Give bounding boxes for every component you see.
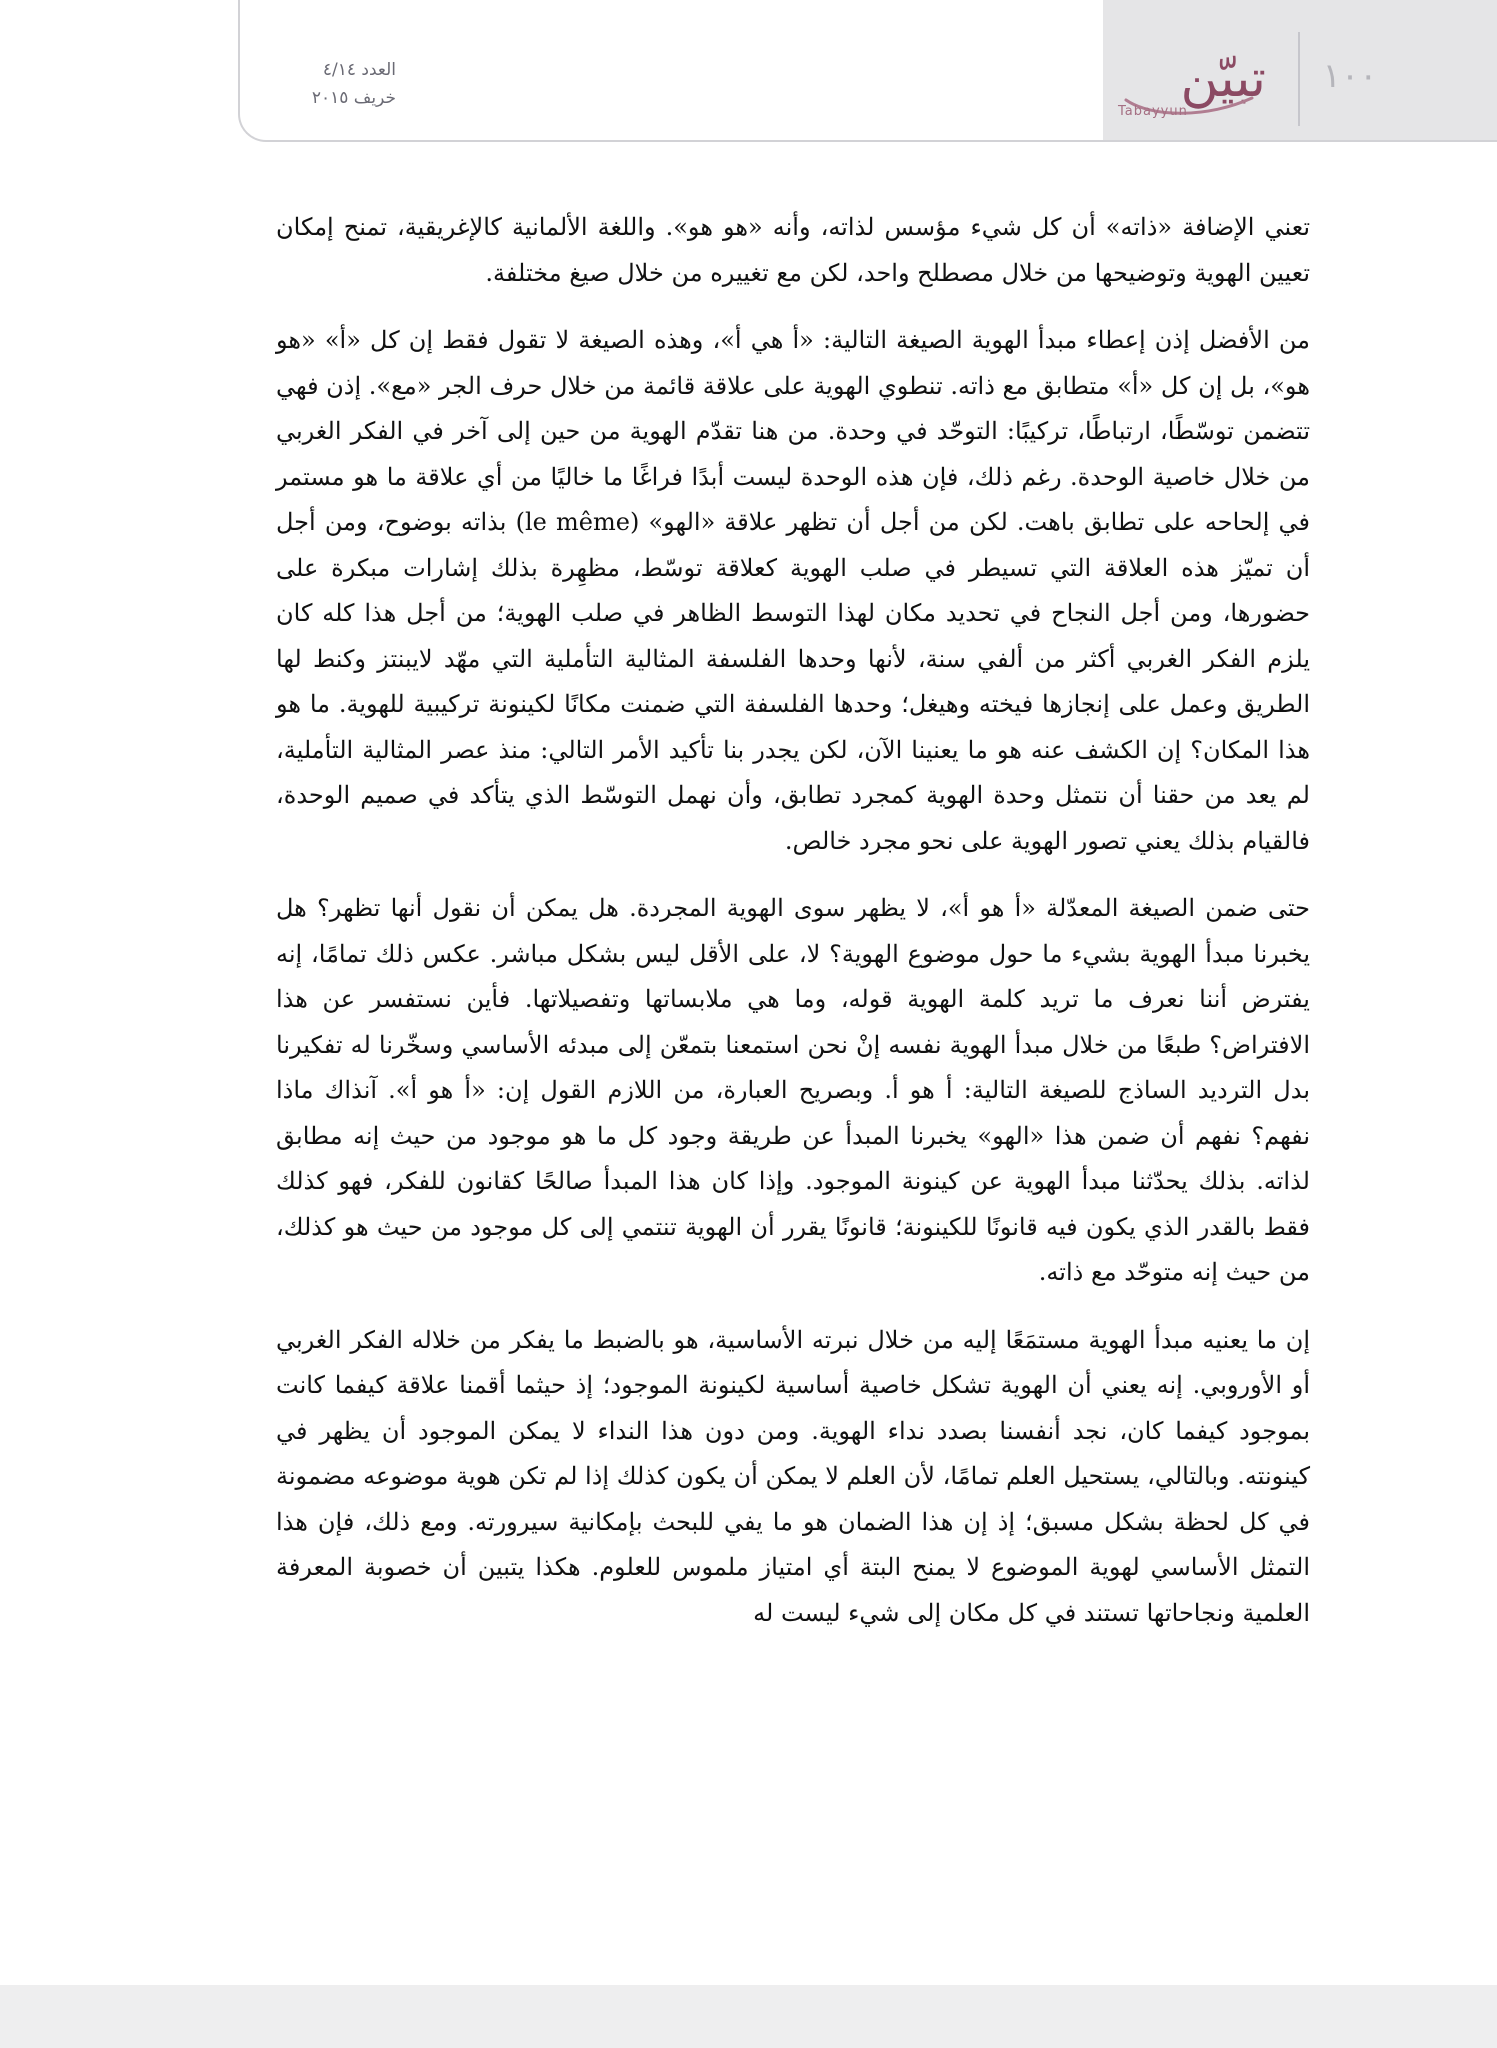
issue-label: العدد ٤/١٤ xyxy=(322,60,396,80)
issue-info xyxy=(276,56,396,112)
paragraph-4: إن ما يعنيه مبدأ الهوية مستمَعًا إليه من خلال نبرته الأساسية، هو بالضبط ما يفكر من خلاله الفكر الغربي أو الأوروبي. إنه يعني أن الهوية تشكل خاصية أساسية لكينونة الموجود؛ إذ حيثما أقمنا علاقة كيفما كانت بموجود كيفما كان، نجد أنفسنا بصدد نداء الهوية. ومن دون هذا النداء لا يمكن الموجود أن يظهر في كينونته. وبالتالي، يستحيل العلم تمامًا، لأن العلم لا يمكن أن يكون كذلك إذا لم تكن هوية موضوعه مضمونة في كل لحظة بشكل مسبق؛ إذ إن هذا الضمان هو ما يفي للبحث بإمكانية سيرورته. ومع ذلك، فإن هذا التمثل الأساسي لهوية الموضوع لا يمنح البتة أي امتياز ملموس للعلوم. هكذا يتبين أن خصوبة المعرفة العلمية ونجاحاتها تستند في كل مكان إلى شيء ليست له xyxy=(276,1325,1310,1627)
paragraph-3: حتى ضمن الصيغة المعدّلة «أ هو أ»، لا يظهر سوى الهوية المجردة. هل يمكن أن نقول أنها تظهر؟ هل يخبرنا مبدأ الهوية بشيء ما حول موضوع الهوية؟ لا، على الأقل ليس بشكل مباشر. عكس ذلك تمامًا، إنه يفترض أننا نعرف ما تريد كلمة الهوية قوله، وما هي ملابساتها وتفصيلاتها. فأين نستفسر عن هذا الافتراض؟ طبعًا من خلال مبدأ الهوية نفسه إنْ نحن استمعنا بتمعّن إلى مبدئه الأساسي وسخّرنا له تفكيرنا بدل الترديد الساذج للصيغة التالية: أ هو أ. وبصريح العبارة، من اللازم القول إن: «أ هو أ». آنذاك ماذا نفهم؟ نفهم أن ضمن هذا «الهو» يخبرنا المبدأ عن طريقة وجود كل ما هو موجود من حيث إنه مطابق لذاته. بذلك يحدّثنا مبدأ الهوية عن كينونة الموجود. وإذا كان هذا المبدأ صالحًا كقانون للفكر، فهو كذلك فقط بالقدر الذي يكون فيه قانونًا للكينونة؛ قانونًا يقرر أن الهوية تنتمي إلى كل موجود من حيث هو كذلك، من حيث إنه متوحّد مع ذاته. xyxy=(276,894,1310,1286)
paragraph-1: تعني الإضافة «ذاته» أن كل شيء مؤسس لذاته، وأنه «هو هو». واللغة الألمانية كالإغريقية، تمنح إمكان تعيين الهوية وتوضيحها من خلال مصطلح واحد، لكن مع تغييره من خلال صيغ مختلفة. xyxy=(276,213,1310,287)
page-number: ١٠٠ xyxy=(1322,56,1378,96)
header-divider xyxy=(1298,32,1300,126)
logo-arabic-text: تبيّن xyxy=(1180,49,1266,109)
logo-latin-text: Tabayyun xyxy=(1118,104,1188,119)
paragraph-2: من الأفضل إذن إعطاء مبدأ الهوية الصيغة التالية: «أ هي أ»، وهذه الصيغة لا تقول فقط إن كل «أ» «هو هو»، بل إن كل «أ» متطابق مع ذاته. تنطوي الهوية على علاقة قائمة من خلال حرف الجر «مع». إذن فهي تتضمن توسّطًا، ارتباطًا، تركيبًا: التوحّد في وحدة. من هنا تقدّم الهوية من حين إلى آخر في الفكر الغربي من خلال خاصية الوحدة. رغم ذلك، فإن هذه الوحدة ليست أبدًا فراغًا ما خاليًا من أي علاقة ما هو مستمر في إلحاحه على تطابق باهت. لكن من أجل أن تظهر علاقة «الهو» (le même) بذاته بوضوح، ومن أجل أن تميّز هذه العلاقة التي تسيطر في صلب الهوية كعلاقة توسّط، مظهِرة بذلك إشارات مبكرة على حضورها، ومن أجل النجاح في تحديد مكان لهذا التوسط الظاهر في صلب الهوية؛ من أجل هذا كله كان يلزم الفكر الغربي أكثر من ألفي سنة، لأنها وحدها الفلسفة المثالية التأملية التي مهّد لايبنتز وكنط لها الطريق وعمل على إنجازها فيخته وهيغل؛ وحدها الفلسفة التي ضمنت مكانًا لكينونة تركيبية للهوية. ما هو هذا المكان؟ إن الكشف عنه هو ما يعنينا الآن، لكن يجدر بنا تأكيد الأمر التالي: منذ عصر المثالية التأملية، لم يعد من حقنا أن نتمثل وحدة الهوية كمجرد تطابق، وأن نهمل التوسّط الذي يتأكد في صميم الوحدة، فالقيام بذلك يعني تصور الهوية على نحو مجرد خالص. xyxy=(276,326,1311,855)
season-label: خريف ٢٠١٥ xyxy=(311,88,396,108)
article-body xyxy=(276,205,1310,1895)
